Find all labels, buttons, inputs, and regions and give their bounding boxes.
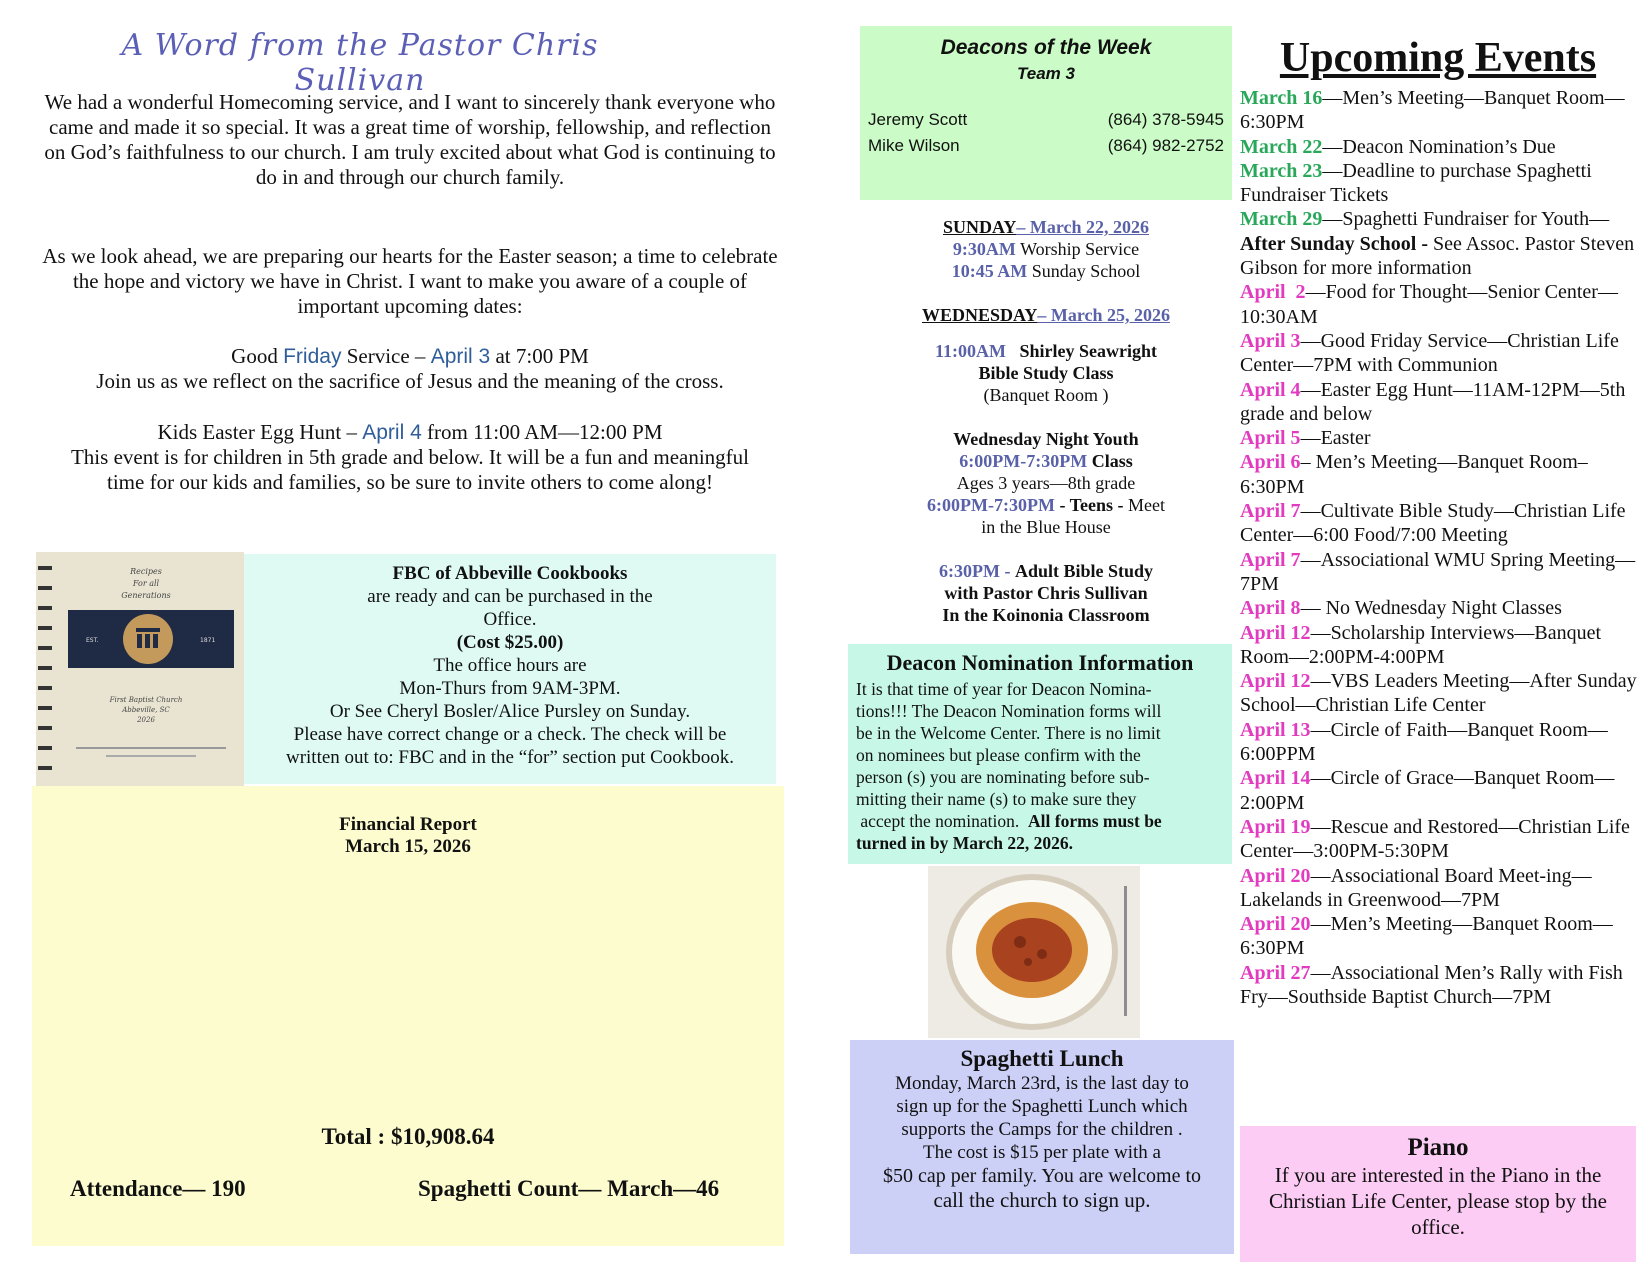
event-date: March 29: [1240, 208, 1323, 231]
cookbook-title: FBC of Abbeville Cookbooks: [392, 563, 628, 584]
event-text: —Associational Board Meet-ing—Lakelands in Greenwood—7PM: [1240, 864, 1592, 911]
adult-study-room: In the Koinonia Classroom: [942, 605, 1150, 625]
spaghetti-line: call the church to sign up.: [933, 1188, 1151, 1212]
wednesday-bible-study: [860, 340, 1232, 362]
cookbook-text-7: Abbeville, SC: [122, 706, 170, 714]
deacon-nomination-body: [856, 678, 1228, 854]
adult-study: [860, 560, 1232, 582]
adult-study-title: Adult Bible Study: [1014, 561, 1154, 581]
event-item: [1240, 135, 1640, 159]
cookbook-line-1: are ready and can be purchased in the: [367, 586, 653, 607]
cookbook-photo: [36, 552, 244, 786]
good-friday-time: at 7:00 PM: [495, 344, 589, 368]
event-text: – Men’s Meeting—Banquet Room– 6:30PM: [1240, 451, 1588, 498]
nomination-line: person (s) you are nominating before sub-: [856, 767, 1150, 787]
event-date: April 6: [1240, 451, 1301, 474]
good-friday-a: Good: [231, 344, 278, 368]
good-friday-date: April 3: [430, 345, 491, 368]
event-date: April 7: [1240, 500, 1301, 523]
event-text: —Good Friday Service—Christian Life Center—7PM with Communion: [1240, 329, 1619, 377]
deacon-name: Jeremy Scott: [868, 110, 968, 129]
nomination-line: be in the Welcome Center. There is no limit: [856, 723, 1161, 743]
event-text-2: See Assoc. Pastor Steven Gibson for more information: [1240, 232, 1635, 280]
event-date: March 23: [1240, 159, 1323, 182]
event-date: April 14: [1240, 767, 1311, 790]
cookbook-line-5: Or See Cheryl Bosler/Alice Pursley on Sunday.: [329, 701, 691, 722]
cookbook-line-2: Office.: [483, 609, 537, 630]
youth-ages: Ages 3 years—8th grade: [956, 473, 1136, 493]
event-text: —Food for Thought—Senior Center—10:30AM: [1240, 281, 1618, 328]
wednesday-date: – March 25, 2026: [1037, 305, 1171, 325]
cookbook-text-3: Generations: [121, 591, 171, 600]
nomination-line: accept the nomination.: [856, 811, 1020, 831]
event-date: April 4: [1240, 378, 1301, 401]
event-text: —Rescue and Restored—Christian Life Center—3:00PM-5:30PM: [1240, 815, 1630, 863]
teens-meet: Meet: [1127, 495, 1165, 515]
event-item: [1240, 815, 1640, 864]
event-text: —Men’s Meeting—Banquet Room—6:30PM: [1240, 913, 1613, 960]
cookbook-text-2: For all: [132, 579, 160, 588]
upcoming-events-title: Upcoming Events: [1279, 35, 1597, 81]
bible-study-leader: Shirley Seawright: [1019, 341, 1157, 361]
event-item: [1240, 621, 1640, 670]
cookbook-announcement: [244, 554, 776, 784]
event-date: April 20: [1240, 864, 1311, 887]
cookbook-text-6: First Baptist Church: [109, 696, 183, 704]
adult-study-leader: with Pastor Chris Sullivan: [944, 583, 1148, 603]
egg-hunt-detail: This event is for children in 5th grade and below. It will be a fun and meaningful time for our kids and families, so be sure to invite others to come along!: [70, 445, 750, 494]
event-item: [1240, 912, 1640, 961]
event-text: —Spaghetti Fundraiser for Youth—: [1322, 208, 1610, 231]
nomination-line: mitting their name (s) to make sure they: [856, 789, 1137, 809]
event-item: [1240, 86, 1640, 135]
event-date: April 20: [1240, 913, 1311, 936]
piano-announcement: [1240, 1126, 1636, 1262]
good-friday-notice: [40, 344, 780, 369]
deacons-of-the-week: [860, 26, 1232, 200]
cookbook-text-1: Recipes: [130, 567, 162, 576]
upcoming-events-list: [1240, 86, 1640, 1009]
cookbook-cost: (Cost $25.00): [456, 632, 564, 653]
nomination-line: on nominees but please confirm with the: [856, 745, 1141, 765]
youth-class-time: 6:00PM-7:30PM: [959, 451, 1088, 471]
event-text: —Circle of Faith—Banquet Room—6:00PPM: [1240, 718, 1608, 766]
event-text: —Easter: [1300, 427, 1371, 450]
teens-time: 6:00PM-7:30PM: [927, 495, 1055, 515]
event-item: [1240, 378, 1640, 427]
sunday-header: [860, 216, 1232, 238]
sunday-school: [860, 260, 1232, 282]
youth-class-text: Class: [1091, 451, 1133, 471]
deacons-team: Team 3: [1017, 64, 1075, 83]
spaghetti-count: Spaghetti Count— March—46: [418, 1176, 720, 1201]
event-text: —Circle of Grace—Banquet Room—2:00PM: [1240, 767, 1615, 814]
spaghetti-title: Spaghetti Lunch: [960, 1046, 1124, 1071]
event-item: [1240, 548, 1640, 597]
sunday-worship-time: 9:30AM: [952, 239, 1016, 259]
event-date: April 2: [1240, 281, 1306, 304]
event-item: [1240, 426, 1640, 450]
bible-study-class: Bible Study Class: [978, 363, 1114, 383]
event-date: April 7: [1240, 548, 1301, 571]
nomination-line: tions!!! The Deacon Nomination forms will: [856, 701, 1162, 721]
deacon-name: Mike Wilson: [868, 136, 960, 155]
bible-study-time: 11:00AM: [935, 341, 1006, 361]
teens-label: - Teens -: [1059, 495, 1124, 515]
event-text: —Associational Men’s Rally with Fish Fry—Southside Baptist Church—7PM: [1240, 961, 1623, 1008]
piano-text: If you are interested in the Piano in the Christian Life Center, please stop by the office.: [1269, 1163, 1607, 1239]
event-item: [1240, 864, 1640, 913]
event-date: March 22: [1240, 135, 1323, 158]
deacon-nomination-title: Deacon Nomination Information: [886, 650, 1194, 675]
event-date: April 19: [1240, 815, 1311, 838]
deacon-nomination-info: [848, 644, 1232, 864]
event-date: April 27: [1240, 961, 1311, 984]
spaghetti-line: Monday, March 23rd, is the last day to: [895, 1073, 1189, 1094]
financial-date: March 15, 2026: [345, 836, 471, 857]
spaghetti-line: supports the Camps for the children .: [901, 1119, 1183, 1140]
event-date: March 16: [1240, 87, 1323, 109]
egg-hunt-notice: [40, 420, 780, 445]
teens-location: in the Blue House: [981, 517, 1111, 537]
event-item: [1240, 766, 1640, 815]
deacons-title: Deacons of the Week: [940, 36, 1152, 59]
sunday-school-time: 10:45 AM: [951, 261, 1028, 281]
nomination-deadline-a: All forms must be: [1028, 811, 1162, 831]
event-item: [1240, 450, 1640, 499]
event-text: —Easter Egg Hunt—11AM-12PM—5th grade and below: [1240, 378, 1626, 425]
spaghetti-line: sign up for the Spaghetti Lunch which: [896, 1096, 1188, 1117]
adult-study-time: 6:30PM -: [938, 561, 1011, 581]
event-bold: After Sunday School -: [1240, 232, 1428, 255]
sunday-worship: [860, 238, 1232, 260]
sunday-worship-text: Worship Service: [1020, 239, 1140, 259]
teens-meeting: [860, 494, 1232, 516]
event-item: [1240, 961, 1640, 1010]
spaghetti-photo: [928, 866, 1140, 1038]
event-date: April 12: [1240, 670, 1311, 693]
deacon-phone: (864) 378-5945: [1107, 110, 1224, 129]
wednesday-label: WEDNESDAY: [921, 305, 1038, 325]
deacon-phone: (864) 982-2752: [1107, 136, 1224, 155]
pastor-title: A Word from the Pastor Chris Sullivan: [121, 28, 599, 98]
spaghetti-lunch: [850, 1040, 1234, 1254]
financial-title: Financial Report: [339, 814, 477, 835]
event-item: [1240, 159, 1640, 208]
event-text: —Associational WMU Spring Meeting—7PM: [1240, 548, 1636, 595]
good-friday-c: Service –: [346, 344, 426, 368]
cookbook-text-8: 2026: [137, 716, 155, 724]
youth-class: [860, 450, 1232, 472]
egg-hunt-date: April 4: [362, 421, 422, 444]
cookbook-line-4: Mon-Thurs from 9AM-3PM.: [399, 678, 621, 699]
cookbook-line-6: Please have correct change or a check. The check will be: [293, 724, 727, 745]
nomination-line: It is that time of year for Deacon Nomina-: [856, 679, 1152, 699]
sunday-date: – March 22, 2026: [1016, 217, 1149, 237]
event-text: —Scholarship Interviews—Banquet Room—2:00PM-4:00PM: [1240, 621, 1602, 668]
event-item: [1240, 280, 1640, 329]
good-friday-detail: Join us as we reflect on the sacrifice of Jesus and the meaning of the cross.: [96, 369, 724, 393]
event-date: April 13: [1240, 718, 1311, 741]
cookbook-line-3: The office hours are: [433, 655, 587, 676]
event-item: [1240, 718, 1640, 767]
event-text: —Cultivate Bible Study—Christian Life Center—6:00 Food/7:00 Meeting: [1240, 500, 1626, 547]
event-text: —VBS Leaders Meeting—After Sunday School—Christian Life Center: [1240, 670, 1637, 717]
event-item: [1240, 596, 1640, 620]
event-date: April 12: [1240, 621, 1311, 644]
youth-title: Wednesday Night Youth: [953, 429, 1139, 449]
piano-title: Piano: [1407, 1134, 1469, 1161]
event-text: —Deadline to purchase Spaghetti Fundraiser Tickets: [1240, 159, 1592, 207]
event-text: —Men’s Meeting—Banquet Room—6:30PM: [1240, 87, 1625, 134]
pastor-paragraph-1: We had a wonderful Homecoming service, and I want to sincerely thank everyone who came and made it so special. It was a great time of worship, fellowship, and reflection on God’s faithfulness to our church. I am truly excited about what God is continuing to do in and through our church family.: [44, 90, 776, 189]
event-text: — No Wednesday Night Classes: [1300, 597, 1562, 620]
good-friday-b: Friday: [283, 345, 342, 368]
cookbook-line-7: written out to: FBC and in the “for” section put Cookbook.: [285, 747, 735, 768]
sunday-label: SUNDAY: [942, 217, 1017, 237]
pastor-paragraph-2: As we look ahead, we are preparing our hearts for the Easter season; a time to celebrate the hope and victory we have in Christ. I want to make you aware of a couple of important upcoming dates:: [42, 244, 778, 318]
event-date: April 3: [1240, 329, 1301, 352]
cookbook-text-4: EST.: [86, 637, 99, 644]
sunday-school-text: Sunday School: [1031, 261, 1141, 281]
nomination-deadline-b: turned in by March 22, 2026.: [856, 833, 1073, 853]
event-date: April 8: [1240, 597, 1301, 620]
spaghetti-line: The cost is $15 per plate with a: [923, 1142, 1161, 1163]
event-item: [1240, 207, 1640, 280]
cookbook-text-5: 1871: [200, 637, 216, 644]
event-item: [1240, 329, 1640, 378]
attendance: Attendance— 190: [70, 1176, 246, 1201]
wednesday-header: [860, 304, 1232, 326]
financial-report: [32, 786, 784, 1246]
event-item: [1240, 499, 1640, 548]
egg-hunt-a: Kids Easter Egg Hunt –: [157, 420, 357, 444]
egg-hunt-time: from 11:00 AM—12:00 PM: [427, 420, 663, 444]
event-date: April 5: [1240, 427, 1301, 450]
event-text: —Deacon Nomination’s Due: [1322, 135, 1556, 158]
spaghetti-line: $50 cap per family. You are welcome to: [882, 1165, 1202, 1187]
bible-study-room: (Banquet Room ): [983, 385, 1109, 405]
financial-total: Total : $10,908.64: [321, 1124, 495, 1149]
event-item: [1240, 669, 1640, 718]
